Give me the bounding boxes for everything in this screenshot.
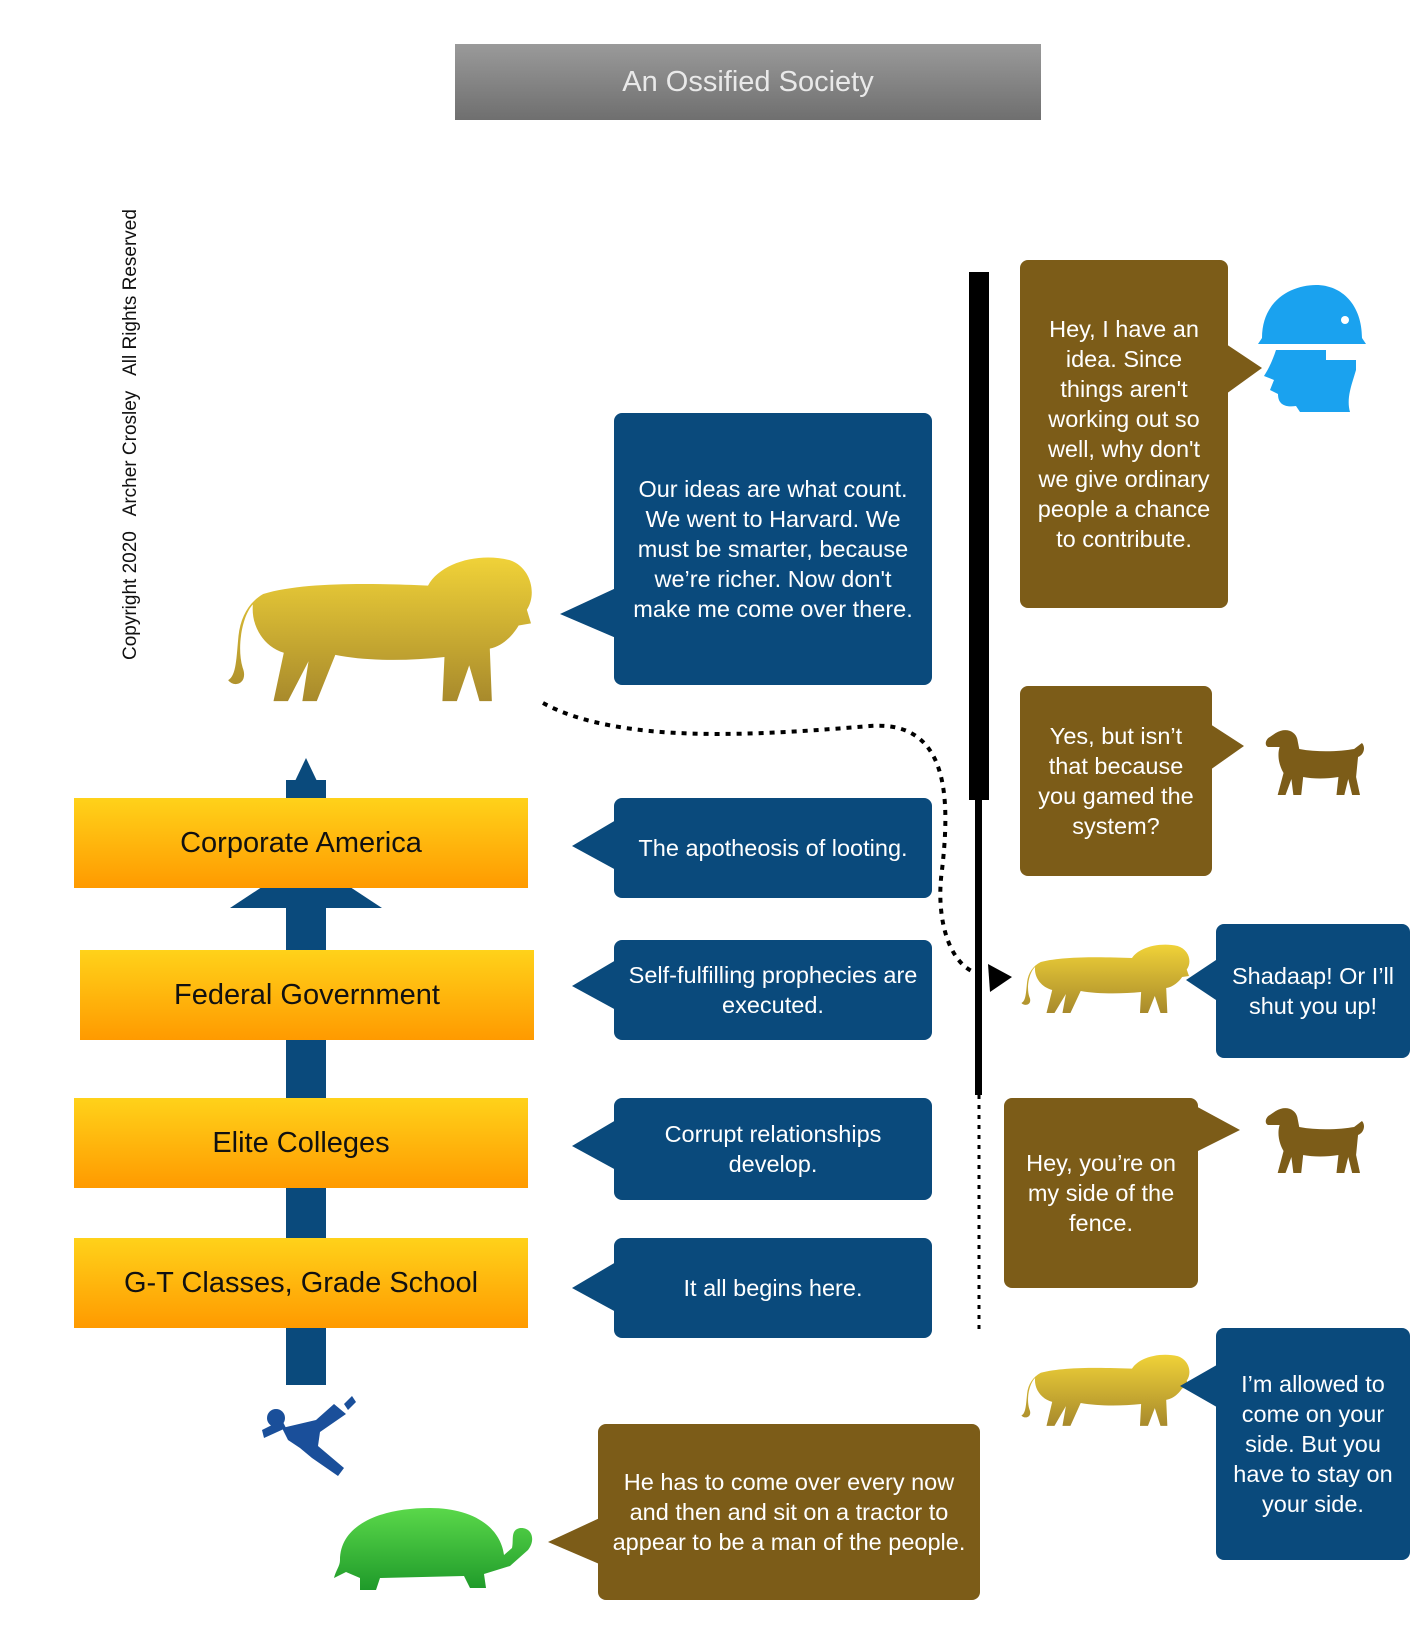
dog-speech-bubble-2: Hey, you’re on my side of the fence. bbox=[1004, 1098, 1198, 1288]
fence-thin bbox=[975, 800, 982, 1095]
level-elite-colleges: Elite Colleges bbox=[74, 1098, 528, 1188]
falling-person-icon bbox=[262, 1396, 356, 1476]
level-gt-classes: G-T Classes, Grade School bbox=[74, 1238, 528, 1328]
lion-icon bbox=[228, 558, 532, 702]
copyright-notice: Copyright 2020 Archer Crosley All Rights Reserved bbox=[120, 209, 141, 660]
federal-bubble: Self-fulfilling prophecies are executed. bbox=[614, 940, 932, 1040]
lion-speech-bubble-3: I’m allowed to come on your side. But you have to stay on your side. bbox=[1216, 1328, 1410, 1560]
dog-speech-bubble-1: Yes, but isn’t that because you gamed the system? bbox=[1020, 686, 1212, 876]
fence-solid bbox=[969, 272, 989, 800]
crossing-arrowhead bbox=[988, 964, 1012, 992]
turtle-icon bbox=[334, 1508, 532, 1590]
gt-bubble: It all begins here. bbox=[614, 1238, 932, 1338]
lion-speech-bubble-2: Shadaap! Or I’ll shut you up! bbox=[1216, 924, 1410, 1058]
engineer-speech-bubble: Hey, I have an idea. Since things aren't working out so well, why don't we give ordinary people a chance to contribute. bbox=[1020, 260, 1228, 608]
engineer-head-icon bbox=[1258, 285, 1366, 412]
diagram-title: An Ossified Society bbox=[455, 44, 1041, 120]
turtle-speech-bubble: He has to come over every now and then and sit on a tractor to appear to be a man of the people. bbox=[598, 1424, 980, 1600]
corporate-bubble: The apotheosis of looting. bbox=[614, 798, 932, 898]
level-federal-government: Federal Government bbox=[80, 950, 534, 1040]
level-corporate-america: Corporate America bbox=[74, 798, 528, 888]
lion-icon bbox=[1021, 1355, 1189, 1426]
dog-icon bbox=[1266, 730, 1364, 795]
colleges-bubble: Corrupt relationships develop. bbox=[614, 1098, 932, 1200]
lion-icon bbox=[1021, 945, 1189, 1013]
lion-speech-bubble: Our ideas are what count. We went to Harvard. We must be smarter, because we’re richer. Now don't make me come over there. bbox=[614, 413, 932, 685]
dog-icon bbox=[1266, 1108, 1364, 1173]
